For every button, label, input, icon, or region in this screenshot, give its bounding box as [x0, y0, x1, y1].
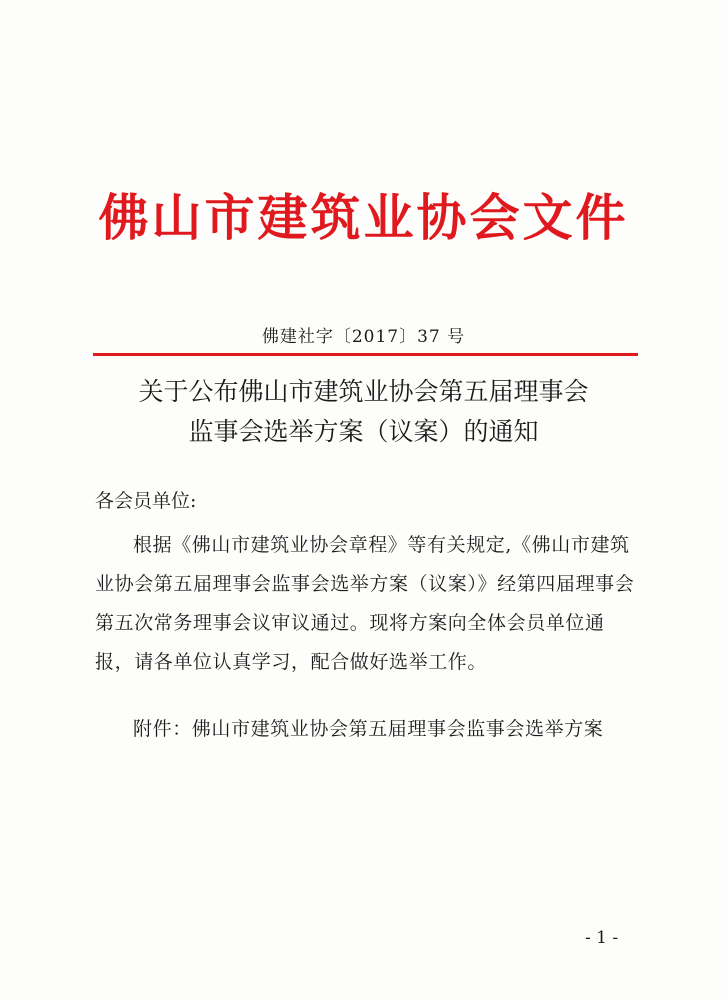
- red-divider-line: [93, 353, 638, 356]
- issuer-header-title: 佛山市建筑业协会文件: [98, 189, 629, 247]
- body-paragraph: 根据《佛山市建筑业协会章程》等有关规定,《佛山市建筑业协会第五届理事会监事会选举方案（议案）》经第四届理事会第五次常务理事会议审议通过。现将方案向全体会员单位通报，请各单位认真学习，配合做好选举工作。: [95, 534, 635, 673]
- notice-title: [0, 372, 727, 452]
- attachment-line: 附件：佛山市建筑业协会第五届理事会监事会选举方案: [133, 718, 604, 740]
- notice-title-line-1: 关于公布佛山市建筑业协会第五届理事会: [138, 377, 589, 406]
- page-number: - 1 -: [585, 928, 619, 948]
- salutation: 各会员单位:: [95, 490, 197, 512]
- notice-title-line-2: 监事会选举方案（议案）的通知: [188, 417, 539, 446]
- document-number: 佛建社字〔2017〕37 号: [261, 327, 466, 347]
- body-section: [95, 526, 640, 682]
